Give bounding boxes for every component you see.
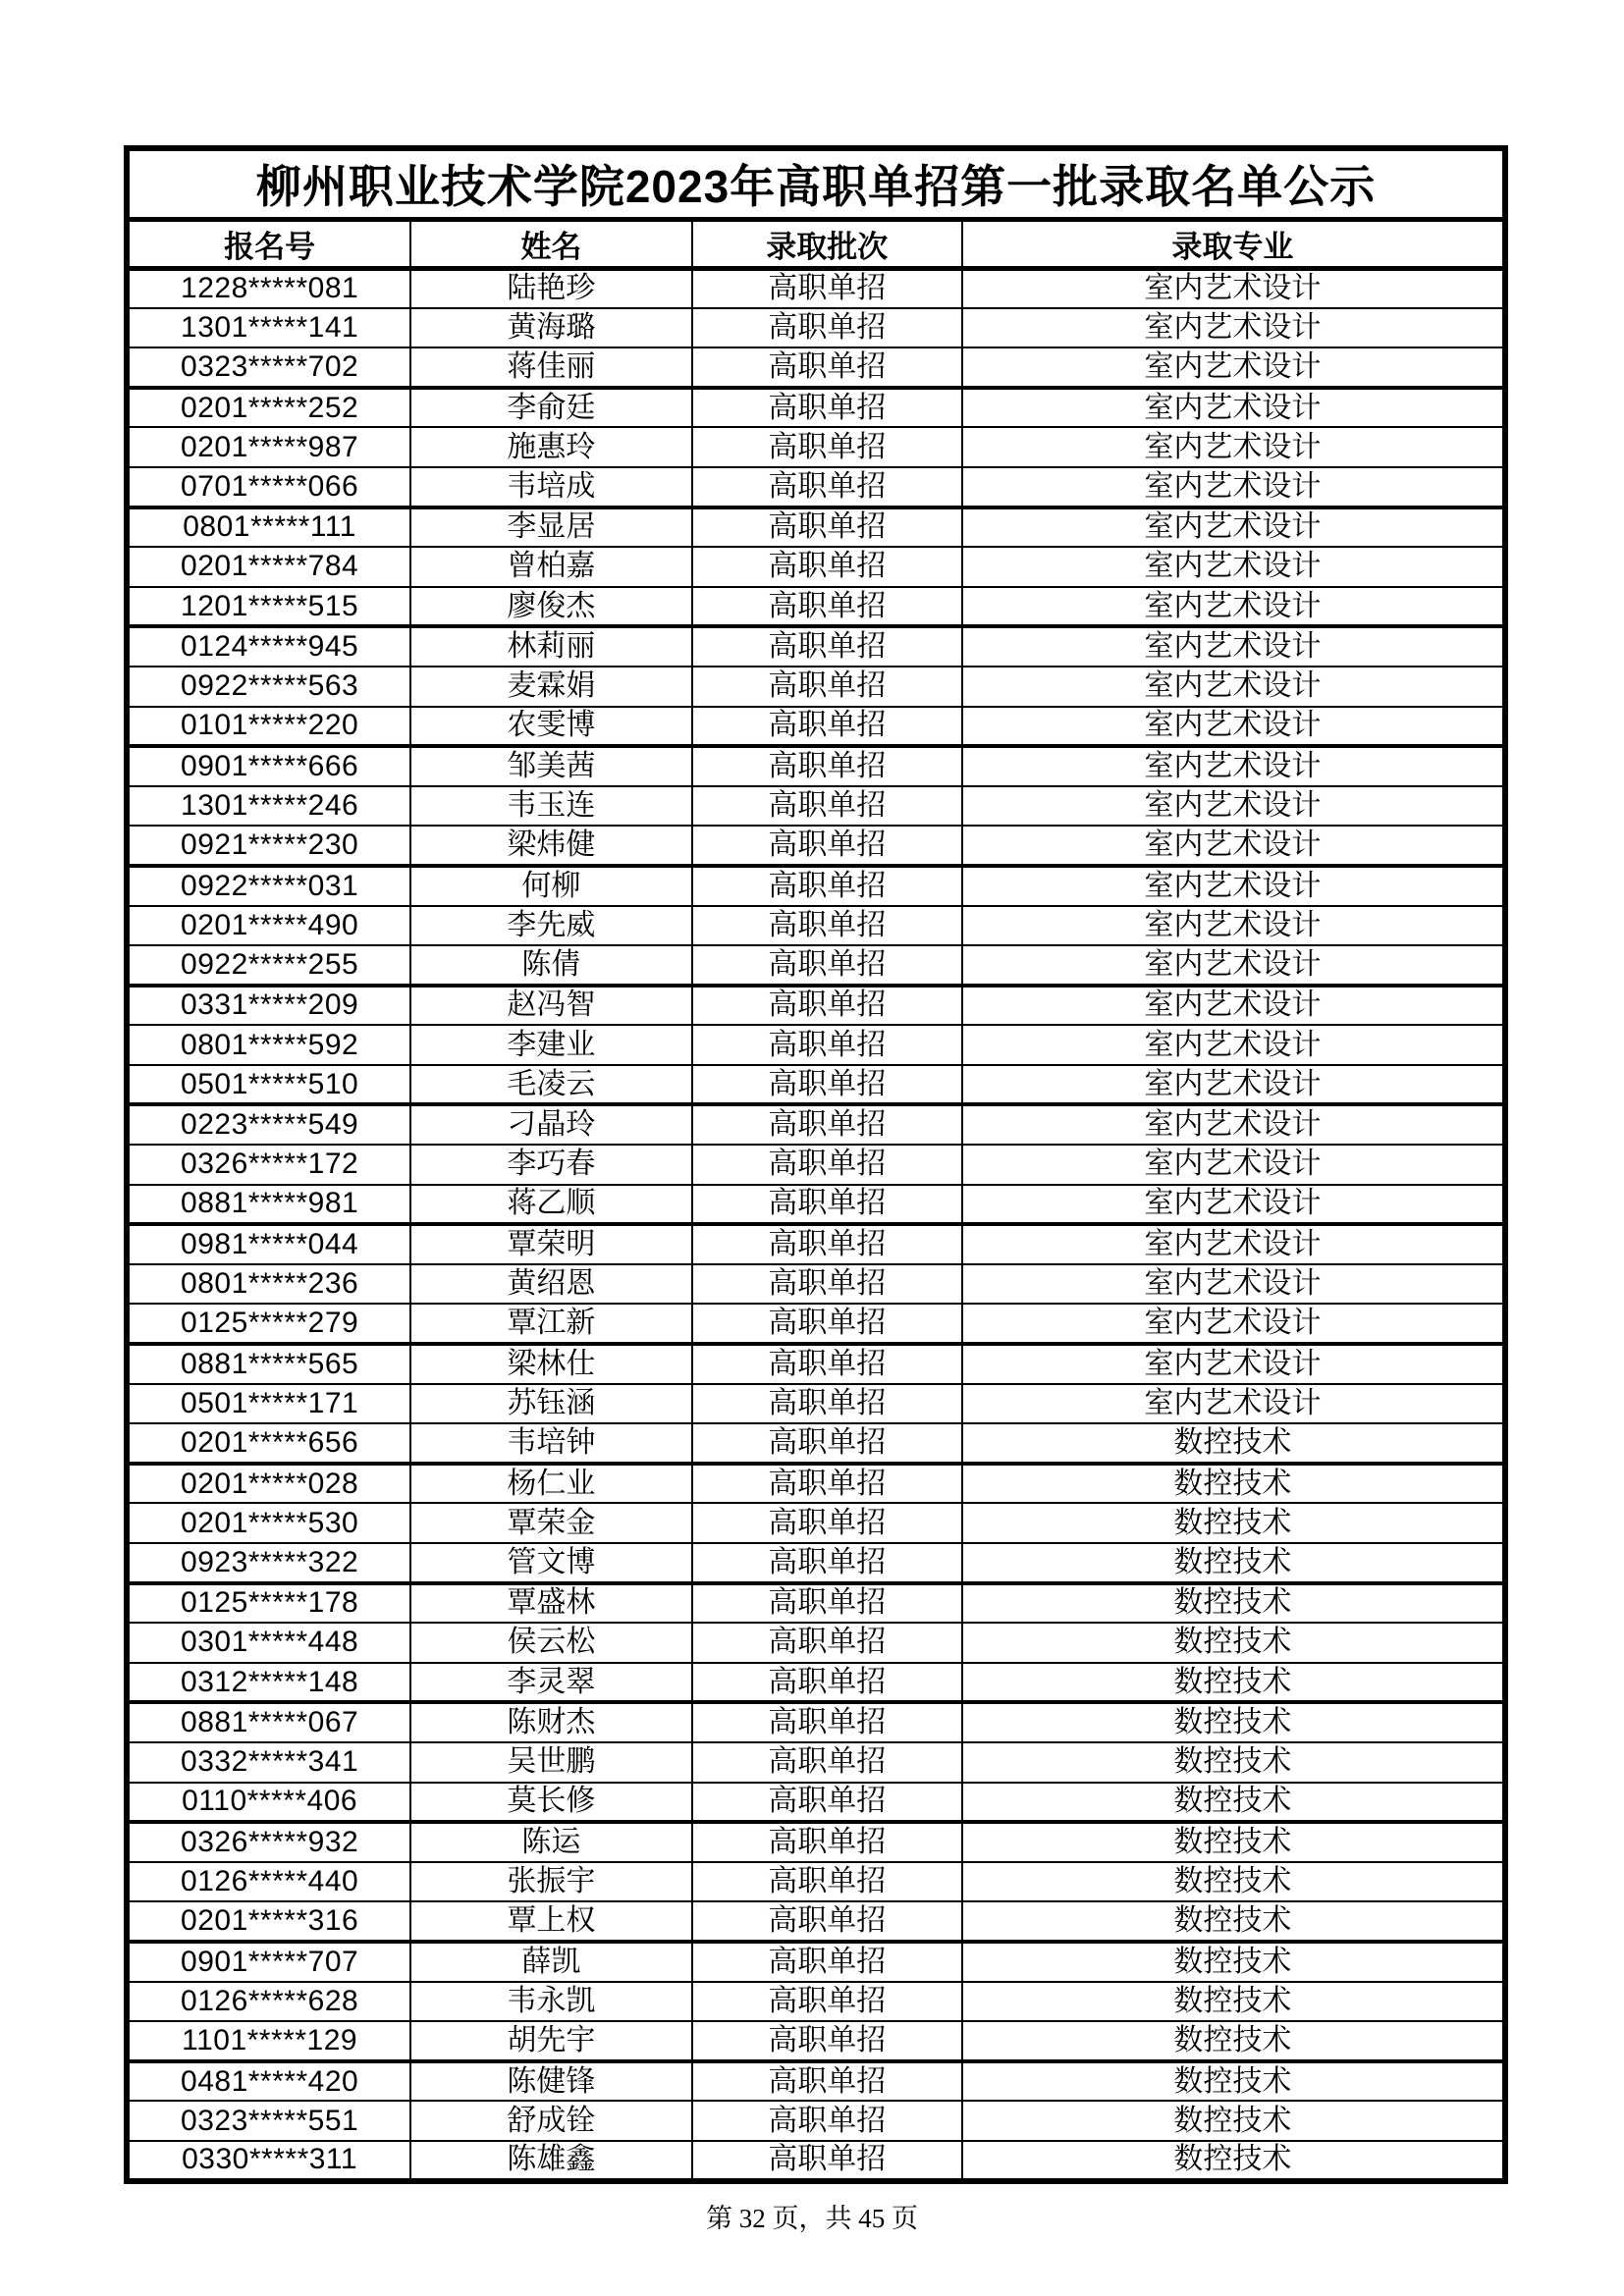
cell-registration-no: 0801*****592 (127, 1025, 410, 1065)
cell-admission-major: 室内艺术设计 (962, 626, 1505, 667)
table-row (127, 1583, 1505, 1624)
cell-name: 莫长修 (410, 1783, 691, 1823)
cell-admission-major: 室内艺术设计 (962, 547, 1505, 587)
cell-registration-no: 0921*****230 (127, 826, 410, 866)
cell-registration-no: 0301*****448 (127, 1623, 410, 1663)
cell-admission-batch: 高职单招 (692, 1503, 962, 1543)
cell-name: 管文博 (410, 1543, 691, 1583)
cell-admission-major: 室内艺术设计 (962, 268, 1505, 308)
cell-registration-no: 0323*****702 (127, 347, 410, 388)
cell-admission-batch: 高职单招 (692, 2141, 962, 2181)
cell-admission-batch: 高职单招 (692, 2101, 962, 2141)
cell-name: 梁林仕 (410, 1344, 691, 1384)
cell-name: 陆艳珍 (410, 268, 691, 308)
cell-registration-no: 0110*****406 (127, 1783, 410, 1823)
cell-registration-no: 0501*****171 (127, 1384, 410, 1424)
cell-registration-no: 0201*****784 (127, 547, 410, 587)
cell-admission-major: 数控技术 (962, 1583, 1505, 1624)
table-row (127, 1423, 1505, 1464)
cell-admission-major: 数控技术 (962, 1543, 1505, 1583)
table-row (127, 986, 1505, 1026)
cell-admission-batch: 高职单招 (692, 1384, 962, 1424)
cell-admission-major: 室内艺术设计 (962, 1344, 1505, 1384)
cell-admission-major: 室内艺术设计 (962, 1025, 1505, 1065)
cell-admission-major: 室内艺术设计 (962, 1104, 1505, 1145)
cell-registration-no: 0901*****666 (127, 746, 410, 786)
cell-admission-batch: 高职单招 (692, 1862, 962, 1902)
table-row (127, 1065, 1505, 1105)
cell-name: 陈倩 (410, 945, 691, 986)
cell-registration-no: 0801*****236 (127, 1264, 410, 1305)
table-row (127, 707, 1505, 747)
table-row (127, 1145, 1505, 1185)
document-title: 柳州职业技术学院2023年高职单招第一批录取名单公示 (127, 148, 1505, 219)
cell-registration-no: 0481*****420 (127, 2061, 410, 2102)
cell-admission-batch: 高职单招 (692, 2021, 962, 2061)
cell-registration-no: 1228*****081 (127, 268, 410, 308)
cell-name: 李巧春 (410, 1145, 691, 1185)
cell-name: 胡先宇 (410, 2021, 691, 2061)
table-row (127, 906, 1505, 946)
cell-admission-major: 数控技术 (962, 1503, 1505, 1543)
cell-admission-batch: 高职单招 (692, 786, 962, 827)
cell-name: 韦永凯 (410, 1982, 691, 2022)
cell-name: 杨仁业 (410, 1464, 691, 1504)
cell-admission-batch: 高职单招 (692, 866, 962, 906)
cell-name: 陈健锋 (410, 2061, 691, 2102)
cell-admission-major: 室内艺术设计 (962, 906, 1505, 946)
cell-admission-batch: 高职单招 (692, 945, 962, 986)
cell-name: 曾柏嘉 (410, 547, 691, 587)
table-row (127, 507, 1505, 548)
cell-admission-major: 室内艺术设计 (962, 507, 1505, 548)
cell-name: 韦培钟 (410, 1423, 691, 1464)
cell-name: 张振宇 (410, 1862, 691, 1902)
cell-admission-batch: 高职单招 (692, 347, 962, 388)
cell-admission-major: 数控技术 (962, 1702, 1505, 1742)
cell-registration-no: 0201*****987 (127, 427, 410, 467)
cell-admission-batch: 高职单招 (692, 1065, 962, 1105)
cell-admission-batch: 高职单招 (692, 1104, 962, 1145)
cell-admission-major: 室内艺术设计 (962, 945, 1505, 986)
table-row (127, 467, 1505, 507)
table-row (127, 2141, 1505, 2181)
col-header-admission-batch: 录取批次 (692, 219, 962, 268)
admission-table (124, 145, 1508, 2184)
table-row (127, 1623, 1505, 1663)
cell-admission-major: 数控技术 (962, 1862, 1505, 1902)
cell-name: 覃上权 (410, 1901, 691, 1942)
cell-registration-no: 0223*****549 (127, 1104, 410, 1145)
cell-registration-no: 0922*****563 (127, 667, 410, 707)
cell-name: 覃盛林 (410, 1583, 691, 1624)
table-row (127, 587, 1505, 627)
cell-registration-no: 0323*****551 (127, 2101, 410, 2141)
cell-registration-no: 0326*****932 (127, 1822, 410, 1862)
cell-name: 农雯博 (410, 707, 691, 747)
cell-registration-no: 1301*****246 (127, 786, 410, 827)
cell-name: 黄绍恩 (410, 1264, 691, 1305)
cell-registration-no: 1201*****515 (127, 587, 410, 627)
cell-registration-no: 0201*****656 (127, 1423, 410, 1464)
table-row (127, 1822, 1505, 1862)
cell-admission-major: 数控技术 (962, 1942, 1505, 1982)
cell-admission-major: 数控技术 (962, 1742, 1505, 1783)
table-row (127, 1304, 1505, 1344)
table-row (127, 1185, 1505, 1225)
table-row (127, 786, 1505, 827)
table-row (127, 1543, 1505, 1583)
cell-name: 陈雄鑫 (410, 2141, 691, 2181)
cell-admission-batch: 高职单招 (692, 1942, 962, 1982)
table-body (127, 268, 1505, 2181)
cell-registration-no: 0501*****510 (127, 1065, 410, 1105)
cell-admission-batch: 高职单招 (692, 308, 962, 348)
cell-name: 李俞廷 (410, 388, 691, 428)
cell-admission-major: 数控技术 (962, 2141, 1505, 2181)
cell-admission-major: 室内艺术设计 (962, 866, 1505, 906)
cell-admission-major: 室内艺术设计 (962, 667, 1505, 707)
cell-admission-major: 数控技术 (962, 1901, 1505, 1942)
cell-registration-no: 0125*****279 (127, 1304, 410, 1344)
cell-name: 苏钰涵 (410, 1384, 691, 1424)
col-header-admission-major: 录取专业 (962, 219, 1505, 268)
cell-admission-major: 室内艺术设计 (962, 587, 1505, 627)
cell-name: 韦玉连 (410, 786, 691, 827)
cell-admission-major: 室内艺术设计 (962, 707, 1505, 747)
cell-name: 李先威 (410, 906, 691, 946)
cell-name: 李显居 (410, 507, 691, 548)
cell-admission-major: 数控技术 (962, 1464, 1505, 1504)
cell-registration-no: 0126*****628 (127, 1982, 410, 2022)
table-row (127, 1742, 1505, 1783)
table-row (127, 1464, 1505, 1504)
cell-registration-no: 0201*****252 (127, 388, 410, 428)
table-row (127, 746, 1505, 786)
cell-name: 林莉丽 (410, 626, 691, 667)
cell-registration-no: 0312*****148 (127, 1663, 410, 1703)
cell-registration-no: 0326*****172 (127, 1145, 410, 1185)
cell-name: 侯云松 (410, 1623, 691, 1663)
cell-name: 何柳 (410, 866, 691, 906)
cell-registration-no: 0881*****565 (127, 1344, 410, 1384)
table-row (127, 2101, 1505, 2141)
cell-admission-batch: 高职单招 (692, 467, 962, 507)
cell-admission-major: 数控技术 (962, 2101, 1505, 2141)
cell-admission-batch: 高职单招 (692, 986, 962, 1026)
table-row (127, 1702, 1505, 1742)
cell-admission-batch: 高职单招 (692, 587, 962, 627)
cell-admission-batch: 高职单招 (692, 1344, 962, 1384)
cell-admission-batch: 高职单招 (692, 1623, 962, 1663)
cell-admission-batch: 高职单招 (692, 1224, 962, 1264)
cell-admission-batch: 高职单招 (692, 547, 962, 587)
cell-registration-no: 0126*****440 (127, 1862, 410, 1902)
cell-registration-no: 0201*****316 (127, 1901, 410, 1942)
cell-registration-no: 1101*****129 (127, 2021, 410, 2061)
cell-admission-batch: 高职单招 (692, 707, 962, 747)
cell-registration-no: 0201*****490 (127, 906, 410, 946)
cell-admission-batch: 高职单招 (692, 1783, 962, 1823)
cell-name: 覃荣金 (410, 1503, 691, 1543)
cell-admission-batch: 高职单招 (692, 826, 962, 866)
cell-admission-batch: 高职单招 (692, 1145, 962, 1185)
cell-name: 覃江新 (410, 1304, 691, 1344)
cell-admission-major: 数控技术 (962, 1982, 1505, 2022)
cell-admission-batch: 高职单招 (692, 1543, 962, 1583)
cell-name: 薛凯 (410, 1942, 691, 1982)
cell-name: 蒋佳丽 (410, 347, 691, 388)
cell-admission-batch: 高职单招 (692, 268, 962, 308)
cell-admission-batch: 高职单招 (692, 1185, 962, 1225)
cell-name: 吴世鹏 (410, 1742, 691, 1783)
table-row (127, 667, 1505, 707)
table-row (127, 1104, 1505, 1145)
table-row (127, 2021, 1505, 2061)
cell-registration-no: 0330*****311 (127, 2141, 410, 2181)
table-row (127, 1862, 1505, 1902)
table-row (127, 1982, 1505, 2022)
title-row (127, 148, 1505, 219)
table-row (127, 388, 1505, 428)
table-row (127, 2061, 1505, 2102)
cell-name: 麦霖娟 (410, 667, 691, 707)
cell-admission-batch: 高职单招 (692, 507, 962, 548)
cell-registration-no: 0901*****707 (127, 1942, 410, 1982)
cell-admission-batch: 高职单招 (692, 1822, 962, 1862)
table-row (127, 866, 1505, 906)
cell-registration-no: 1301*****141 (127, 308, 410, 348)
cell-name: 赵冯智 (410, 986, 691, 1026)
cell-admission-batch: 高职单招 (692, 1663, 962, 1703)
cell-admission-major: 数控技术 (962, 1663, 1505, 1703)
cell-admission-major: 室内艺术设计 (962, 1304, 1505, 1344)
cell-admission-batch: 高职单招 (692, 906, 962, 946)
table-row (127, 1942, 1505, 1982)
cell-registration-no: 0124*****945 (127, 626, 410, 667)
table-row (127, 1384, 1505, 1424)
table-row (127, 1663, 1505, 1703)
cell-registration-no: 0881*****067 (127, 1702, 410, 1742)
cell-admission-major: 室内艺术设计 (962, 308, 1505, 348)
cell-admission-major: 室内艺术设计 (962, 467, 1505, 507)
cell-admission-batch: 高职单招 (692, 1982, 962, 2022)
cell-name: 李灵翠 (410, 1663, 691, 1703)
cell-registration-no: 0922*****031 (127, 866, 410, 906)
cell-registration-no: 0201*****028 (127, 1464, 410, 1504)
cell-admission-major: 室内艺术设计 (962, 1145, 1505, 1185)
table-row (127, 1503, 1505, 1543)
cell-admission-major: 数控技术 (962, 1822, 1505, 1862)
table-row (127, 1224, 1505, 1264)
cell-name: 蒋乙顺 (410, 1185, 691, 1225)
cell-registration-no: 0881*****981 (127, 1185, 410, 1225)
table-row (127, 1783, 1505, 1823)
cell-admission-major: 室内艺术设计 (962, 986, 1505, 1026)
cell-admission-major: 数控技术 (962, 2021, 1505, 2061)
cell-admission-major: 数控技术 (962, 1783, 1505, 1823)
cell-admission-batch: 高职单招 (692, 667, 962, 707)
cell-admission-batch: 高职单招 (692, 388, 962, 428)
cell-admission-major: 室内艺术设计 (962, 347, 1505, 388)
cell-admission-major: 室内艺术设计 (962, 1065, 1505, 1105)
table-row (127, 626, 1505, 667)
cell-admission-major: 室内艺术设计 (962, 427, 1505, 467)
cell-admission-major: 室内艺术设计 (962, 1264, 1505, 1305)
cell-name: 陈运 (410, 1822, 691, 1862)
cell-admission-major: 数控技术 (962, 1423, 1505, 1464)
cell-registration-no: 0125*****178 (127, 1583, 410, 1624)
table-row (127, 347, 1505, 388)
cell-admission-major: 数控技术 (962, 1623, 1505, 1663)
cell-admission-batch: 高职单招 (692, 1304, 962, 1344)
cell-admission-batch: 高职单招 (692, 427, 962, 467)
table-row (127, 427, 1505, 467)
cell-admission-batch: 高职单招 (692, 746, 962, 786)
cell-registration-no: 0101*****220 (127, 707, 410, 747)
cell-admission-major: 室内艺术设计 (962, 786, 1505, 827)
cell-name: 廖俊杰 (410, 587, 691, 627)
cell-registration-no: 0981*****044 (127, 1224, 410, 1264)
cell-name: 毛凌云 (410, 1065, 691, 1105)
cell-admission-major: 室内艺术设计 (962, 388, 1505, 428)
table-row (127, 945, 1505, 986)
cell-registration-no: 0201*****530 (127, 1503, 410, 1543)
cell-registration-no: 0801*****111 (127, 507, 410, 548)
cell-name: 刁晶玲 (410, 1104, 691, 1145)
cell-admission-batch: 高职单招 (692, 1742, 962, 1783)
table-row (127, 308, 1505, 348)
cell-name: 舒成铨 (410, 2101, 691, 2141)
cell-name: 梁炜健 (410, 826, 691, 866)
cell-admission-major: 室内艺术设计 (962, 1224, 1505, 1264)
cell-admission-major: 室内艺术设计 (962, 1384, 1505, 1424)
cell-registration-no: 0331*****209 (127, 986, 410, 1026)
cell-name: 陈财杰 (410, 1702, 691, 1742)
cell-registration-no: 0332*****341 (127, 1742, 410, 1783)
cell-registration-no: 0701*****066 (127, 467, 410, 507)
cell-registration-no: 0923*****322 (127, 1543, 410, 1583)
cell-admission-major: 室内艺术设计 (962, 1185, 1505, 1225)
table-row (127, 1344, 1505, 1384)
cell-admission-batch: 高职单招 (692, 1583, 962, 1624)
cell-name: 韦培成 (410, 467, 691, 507)
cell-admission-batch: 高职单招 (692, 626, 962, 667)
page-number: 第 32 页，共 45 页 (706, 2204, 918, 2233)
cell-admission-major: 室内艺术设计 (962, 746, 1505, 786)
cell-admission-major: 数控技术 (962, 2061, 1505, 2102)
cell-registration-no: 0922*****255 (127, 945, 410, 986)
table-row (127, 268, 1505, 308)
cell-name: 施惠玲 (410, 427, 691, 467)
col-header-registration-no: 报名号 (127, 219, 410, 268)
cell-admission-batch: 高职单招 (692, 1264, 962, 1305)
cell-name: 覃荣明 (410, 1224, 691, 1264)
col-header-name: 姓名 (410, 219, 691, 268)
cell-name: 邹美茜 (410, 746, 691, 786)
table-row (127, 1901, 1505, 1942)
table-row (127, 547, 1505, 587)
column-header-row (127, 219, 1505, 268)
cell-admission-batch: 高职单招 (692, 1901, 962, 1942)
cell-admission-major: 室内艺术设计 (962, 826, 1505, 866)
cell-admission-batch: 高职单招 (692, 1702, 962, 1742)
cell-name: 黄海璐 (410, 308, 691, 348)
cell-name: 李建业 (410, 1025, 691, 1065)
table-row (127, 826, 1505, 866)
cell-admission-batch: 高职单招 (692, 1423, 962, 1464)
cell-admission-batch: 高职单招 (692, 2061, 962, 2102)
cell-admission-batch: 高职单招 (692, 1464, 962, 1504)
table-row (127, 1264, 1505, 1305)
table-row (127, 1025, 1505, 1065)
cell-admission-batch: 高职单招 (692, 1025, 962, 1065)
